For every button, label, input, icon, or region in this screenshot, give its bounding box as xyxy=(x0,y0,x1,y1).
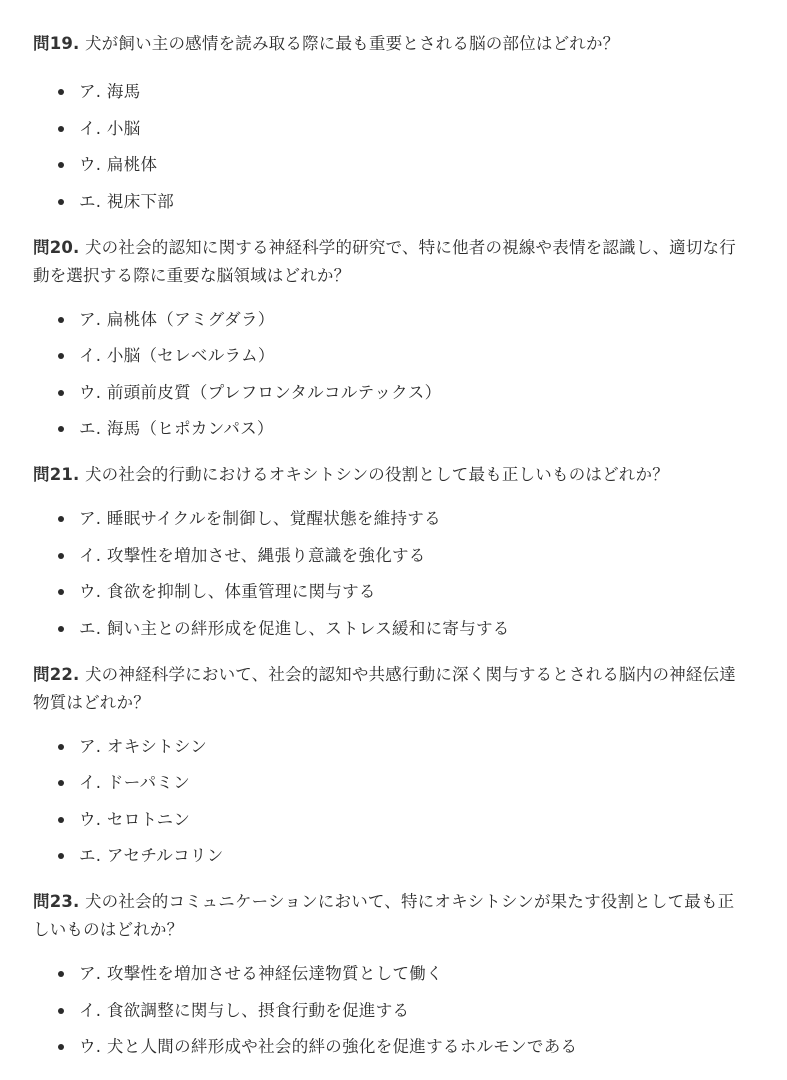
option-label: エ. 海馬（ヒポカンパス） xyxy=(79,419,274,438)
question-text xyxy=(33,661,737,717)
question-23 xyxy=(33,888,737,1059)
option-i xyxy=(33,771,737,795)
option-label: エ. 視床下部 xyxy=(79,191,175,211)
question-text xyxy=(33,234,737,290)
bullet-icon xyxy=(58,817,64,823)
option-e xyxy=(33,417,737,441)
option-label: エ. 飼い主との絆形成を促進し、ストレス緩和に寄与する xyxy=(79,618,510,638)
option-e xyxy=(33,190,737,214)
option-list xyxy=(33,507,737,641)
option-u xyxy=(33,1035,737,1059)
bullet-icon xyxy=(58,1008,64,1014)
option-u xyxy=(33,808,737,832)
option-e xyxy=(33,617,737,641)
option-label: イ. 攻撃性を増加させ、縄張り意識を強化する xyxy=(79,545,426,565)
option-list xyxy=(33,308,737,442)
option-label: ア. 海馬 xyxy=(79,82,141,101)
question-body: 犬が飼い主の感情を読み取る際に最も重要とされる脳の部位はどれか？ xyxy=(84,34,620,53)
question-text xyxy=(33,30,737,58)
option-label: イ. 小脳（セレベルラム） xyxy=(79,346,275,365)
option-a xyxy=(33,507,737,531)
bullet-icon xyxy=(58,426,64,432)
option-label: ウ. 犬と人間の絆形成や社会的絆の強化を促進するホルモンである xyxy=(79,1037,578,1056)
option-u xyxy=(33,580,737,604)
option-a xyxy=(33,962,737,986)
bullet-icon xyxy=(58,199,64,205)
option-u xyxy=(33,153,737,177)
question-body: 犬の社会的行動におけるオキシトシンの役割として最も正しいものはどれか？ xyxy=(84,465,669,484)
option-label: ウ. セロトニン xyxy=(79,809,191,829)
question-number: 問19. xyxy=(33,34,80,53)
option-list xyxy=(33,735,737,869)
option-i xyxy=(33,999,737,1023)
option-label: ア. 扁桃体（アミグダラ） xyxy=(79,309,275,329)
bullet-icon xyxy=(58,89,64,95)
option-label: エ. アセチルコリン xyxy=(79,846,224,865)
bullet-icon xyxy=(58,971,64,977)
question-20 xyxy=(33,234,737,442)
bullet-icon xyxy=(58,353,64,359)
option-label: ウ. 前頭前皮質（プレフロンタルコルテックス） xyxy=(79,382,442,402)
option-list xyxy=(33,80,737,214)
bullet-icon xyxy=(58,626,64,632)
option-u xyxy=(33,381,737,405)
option-label: ア. 睡眠サイクルを制御し、覚醒状態を維持する xyxy=(79,509,441,528)
bullet-icon xyxy=(58,780,64,786)
option-label: ア. 攻撃性を増加させる神経伝達物質として働く xyxy=(79,964,443,983)
option-label: イ. ドーパミン xyxy=(79,773,191,792)
bullet-icon xyxy=(58,589,64,595)
bullet-icon xyxy=(58,390,64,396)
option-a xyxy=(33,80,737,104)
question-body: 犬の神経科学において、社会的認知や共感行動に深く関与するとされる脳内の神経伝達物質はどれか？ xyxy=(33,664,736,712)
question-number: 問21. xyxy=(33,465,80,484)
option-a xyxy=(33,308,737,332)
option-e xyxy=(33,844,737,868)
bullet-icon xyxy=(58,126,64,132)
question-text xyxy=(33,461,737,489)
question-number: 問22. xyxy=(33,664,80,684)
option-label: ア. オキシトシン xyxy=(79,736,208,756)
option-i xyxy=(33,117,737,141)
option-label: イ. 小脳 xyxy=(79,118,141,138)
bullet-icon xyxy=(58,744,64,750)
option-list xyxy=(33,962,737,1059)
question-19 xyxy=(33,30,737,214)
question-22 xyxy=(33,661,737,869)
option-i xyxy=(33,344,737,368)
question-number: 問20. xyxy=(33,237,80,257)
bullet-icon xyxy=(58,162,64,168)
option-label: ウ. 扁桃体 xyxy=(79,155,158,174)
bullet-icon xyxy=(58,1044,64,1050)
bullet-icon xyxy=(58,853,64,859)
option-label: イ. 食欲調整に関与し、摂食行動を促進する xyxy=(79,1000,410,1020)
question-text xyxy=(33,888,737,944)
question-number: 問23. xyxy=(33,892,80,911)
question-21 xyxy=(33,461,737,641)
option-i xyxy=(33,544,737,568)
bullet-icon xyxy=(58,553,64,559)
option-label: ウ. 食欲を抑制し、体重管理に関与する xyxy=(79,582,376,601)
question-body: 犬の社会的認知に関する神経科学的研究で、特に他者の視線や表情を認識し、適切な行動を選択する際に重要な脳領域はどれか？ xyxy=(33,237,736,285)
bullet-icon xyxy=(58,516,64,522)
option-a xyxy=(33,735,737,759)
question-body: 犬の社会的コミュニケーションにおいて、特にオキシトシンが果たす役割として最も正しいものはどれか？ xyxy=(33,892,735,939)
bullet-icon xyxy=(58,317,64,323)
